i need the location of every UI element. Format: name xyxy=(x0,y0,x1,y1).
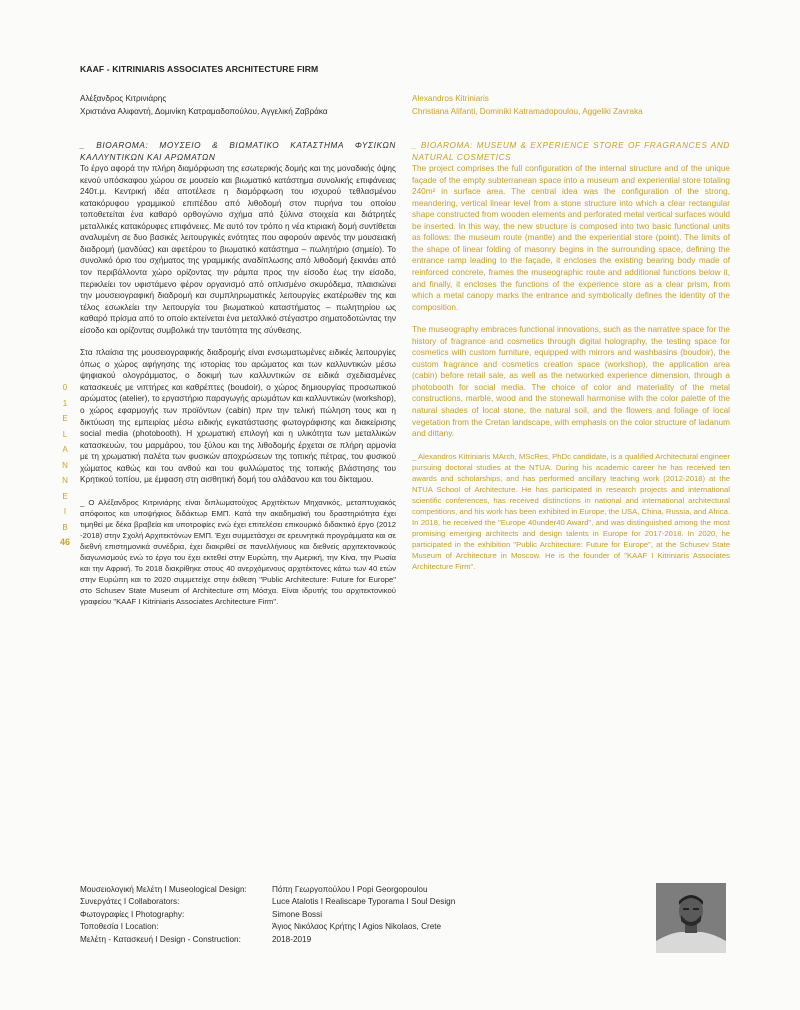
credit-label: Μελέτη - Κατασκευή I Design - Construction: xyxy=(80,934,241,944)
greek-paragraph-2: Στα πλαίσια της μουσειογραφικής διαδρομής είναι ενσωματωμένες ειδικές λειτουργίες όπως ο χώρος αφήγησης της ιστορίας του αρώματος και των καλλυντικών μέσω ψηφιακού ολογράμματος, ο δοκιμή των καλλυντικών σε ειδικά σχεδιασμένες κατασκευές με νιπτήρες και καθρέπτες (boudoir), ο χώρος δημιουργίας προσωπικού αρώματος (atelier), το εργαστήριο παραγωγής αρωμάτων και καλλυντικών (workshop), ο χώρος εφαρμογής των προϊόντων (cabin) πριν την τελική πώληση τους και η δικτύωση της εμπειρίας μέσω ειδικής εγκατάστασης φωτογράφισης και διακείρισης social media (photobooth). Η χρωματική επιλογή και η υλικότητα των μεταλλικών κατασκευών, του μαρμάρου, του ξύλου και της λιθοδομής έρχεται σε πλήρη αρμονία με τη χρωματική παλέτα των φυσικών αποχρώσεων της τοπικής πέτρας, του φυσικού χώματος καθώς και του ανθού και του φυλλώματος της τοπικής βλάστησης του Κρητικού τοπίου, με έμφαση στη αισθητική δομή του αλάδανου και του δίκταμου. xyxy=(80,348,396,485)
author-team-greek: Χριστιάνα Αλιφαντή, Δομινίκη Κατραμαδοπούλου, Αγγελική Ζαβράκα xyxy=(80,107,328,116)
credit-label: Μουσειολογική Μελέτη I Museological Design: xyxy=(80,885,247,894)
sidebar-letter: I xyxy=(63,507,67,516)
page-number: 46 xyxy=(59,537,70,547)
greek-bio: _ Ο Αλέξανδρος Κιτρινιάρης είναι διπλωματούχος Αρχιτέκτων Μηχανικός, μεταπτυχιακός απόφοιτος και υποψήφιος διδάκτωρ ΕΜΠ. Κατά την ακαδημαϊκή του δραστηριότητα έχει τιμηθεί με δέκα βραβεία και υποτροφίες ενώ έχει επιτελέσει επικουρικό διδακτικό έργο (2012 -2018) στην Σχολή Αρχιτεκτόνων ΕΜΠ. Έχει συμμετάσχει σε ερευνητικά προγράμματα και σε διεθνή επιστημονικά συνέδρια, έχει διακριθεί σε πανελλήνιους και διεθνείς αρχιτεκτονικούς διαγωνισμούς ενώ το έργο του έχει εκτεθεί στην Ευρώπη, την Αμερική, την Κίνα, την Ρωσία και την Αφρική. Το 2018 διακρίθηκε στους 40 ανερχόμενους αρχιτέκτονες κάτω των 40 ετών στην Ευρώπη και το 2020 συμμετείχε στην έκθεση "Public Architecture: Future for Europe" στο Schusev State Museum of Architecture στη Μόσχα. Είναι ιδρυτής του αρχιτεκτονικού γραφείου "KAAF I Kitriniaris Associates Architecture Firm". xyxy=(80,497,396,606)
greek-column xyxy=(80,140,396,618)
sidebar-letter: N xyxy=(62,476,68,485)
credit-value: Luce Ataloti​s I Realiscape Typorama I Soul Design xyxy=(272,897,456,907)
author-portrait xyxy=(656,883,726,953)
author-team-english: Christiana Alifanti, Dominiki Katramadopoulou, Aggeliki Zavraka xyxy=(412,107,643,116)
sidebar-letter: A xyxy=(62,445,68,454)
credit-value: Simone Bossi xyxy=(272,909,323,919)
author-lead-greek: Αλέξανδρος Κιτρινιάρης xyxy=(80,94,167,103)
english-bio: _ Alexandros Kitriniaris MArch, MScRes, PhDc candidate, is a qualified Architectural engineer pursuing doctoral studies at the NTUA. During his academic career he has received ten awards and scholarships, and has performed ancillary teaching work (2012-2018) at the NTUA School of Architecture. He has participated in research projects and international scientific conferences, has received distinctions in national and international architectural competitions, and his work has been exhibited in Europe, the USA, China, Russia, and Africa. In 2018, he received the "Europe 40under40 Award", and was distinguished among the most promising emerging architects and design talents in Europe for 2017-2018. In 2020, he participated in the exhibition "Public Architecture: Future for Europe", at the Schusev State Museum of Architecture in Moscow. He is the founder of "KAAF I Kitriniaris Associates Architecture Firm". xyxy=(412,451,730,571)
credit-value: Πόπη Γεωργοπούλου I Popi Georgopoulou xyxy=(272,885,428,894)
english-paragraph-1: The project comprises the full configuration of the internal structure and of the unique façade of the empty subterranean space into a museum and experiential store totaling 240m² in surface area. The central idea was the configuration of the strong, meandering, vertical linear level from a stone structure into which a clear rectangular shape constructed from wooden elements and perforated metal vertical surfaces would be inserted. In this way, the new structure is composed into two basic functional units as follows: the museum route (mantle) and the experiential store (point). The limits of the shape of linear folding of masonry begins in the surrounding space, defining the entrance ramp leading to the façade, it encloses the existing bearing body made of reinforced concrete, frames the museographic route and additional functions below it, and finally, it encloses the functions of the experience store as a clear prism, from which a metal canopy marks the entrance and symbolically defines the identity of the composition. xyxy=(412,164,730,312)
sidebar-letter: E xyxy=(62,414,68,423)
greek-paragraph-1: Το έργο αφορά την πλήρη διαμόρφωση της εσωτερικής δομής και της μοναδικής όψης κενού υπόσκαφου χώρου σε μουσείο και βιωματικό κατάστημα συνολικής επιφάνειας 240τ.μ. Κεντρική ιδέα αποτέλεσε η διαμόρφωση του ισχυρού τεθλασμένου κατακόρυφου γραμμικού επιπέδου από λιθοδομή στον πυρήνα του οποίου τοποθετείται ένα καθαρό ορθογώνιο σχήμα από ξύλινα στοιχεία και διάτρητές μεταλλικές κατακόρυφες επιφάνειες. Με αυτό τον τρόπο η νέα κτιριακή δομή συντίθεται αναλυμένη σε δυο βασικές λειτουργικές ενότητες που αφορούν αφενός την μουσειακή διαδρομή (μανδύας) και αφετέρου το βιωματικό κατάστημα – πωλητήριο (σημείο). Το συνολικό όριο του σχήματος της γραμμικής αναδίπλωσης από λιθοδομή ξεκινάει από τον περιβάλλοντα χώρο ορίζοντας την ράμπα προς την είσοδο έως την είσοδο, περικλείει τον υφιστάμενο φέρον οργανισμό από οπλισμένο σκυρόδεμα, πλαισιώνει την μουσειογραφική διαδρομή και συμπληρωματικές λειτουργίες εκατέρωθεν της και τέλος εσωκλείει την λειτουργία του βιωματικού καταστήματος – πωλητηρίου ως καθαρό πρίσμα από το οποίο εκτείνεται ένα μεταλλικό στέγαστρο σηματοδοτώντας την είσοδο και ορίζοντας συμβολικά την ταυτότητα της σύνθεσης. xyxy=(80,164,396,335)
credit-label: Φωτογραφίες I Photography: xyxy=(80,909,185,919)
english-heading: _ BIOAROMA: MUSEUM & EXPERIENCE STORE OF FRAGRANCES AND NATURAL COSMETICS xyxy=(412,141,730,162)
greek-heading: _ BIOAROMA: ΜΟΥΣΕΙΟ & ΒΙΩΜΑΤΙΚΟ ΚΑΤΑΣΤΗΜΑ ΦΥΣΙΚΩΝ ΚΑΛΛΥΝΤΙΚΩΝ ΚΑΙ ΑΡΩΜΑΤΩΝ xyxy=(80,141,396,162)
firm-name: KAAF - KITRINIARIS ASSOCIATES ARCHITECTURE FIRM xyxy=(80,64,319,74)
credit-row xyxy=(80,909,455,921)
authors-english xyxy=(412,92,643,118)
biennale-sidebar xyxy=(58,380,72,551)
credit-label: Τοποθεσία I Location: xyxy=(80,922,159,932)
credit-row xyxy=(80,934,455,946)
english-paragraph-2: The museography embraces functional innovations, such as the narrative space for the history of fragrance and cosmetics through digital holography, the testing space for cosmetics with custom furniture, equipped with mirrors and washbasins (boudoir), the custom fragrance and cosmetics creation space (workshop), the application area (cabin) before retail sale, as well as the networked experience dimension, through a photobooth for social media. The choice of color and materiality of the metal constructions, marble, wood and the stonewall harmonise with the color palette of the natural shades of local stone, the natural soil, and the flowers and foliage of local vegetation from the Cretan landscape, with emphasis on the color structure of ladanum and dittany. xyxy=(412,325,730,439)
credits xyxy=(80,884,455,946)
sidebar-letter: 1 xyxy=(62,398,68,408)
authors-greek xyxy=(80,92,328,118)
english-column xyxy=(412,140,730,583)
credit-row xyxy=(80,896,455,908)
credit-value: 2018-2019 xyxy=(272,934,312,944)
sidebar-letter: L xyxy=(62,429,68,439)
credit-value: Άγιος Νικόλαος Κρήτης I Agios Nikolaos, Crete xyxy=(272,922,442,932)
credit-row xyxy=(80,884,455,896)
sidebar-letter: B xyxy=(62,522,68,532)
sidebar-letter: N xyxy=(62,460,68,470)
sidebar-letter: 0 xyxy=(62,383,68,392)
credit-row xyxy=(80,921,455,933)
author-lead-english: Alexandros Kitriniaris xyxy=(412,94,489,103)
sidebar-letter: E xyxy=(62,491,68,501)
portrait-image xyxy=(656,883,726,953)
credit-label: Συνεργάτες I Collaborators: xyxy=(80,897,180,907)
